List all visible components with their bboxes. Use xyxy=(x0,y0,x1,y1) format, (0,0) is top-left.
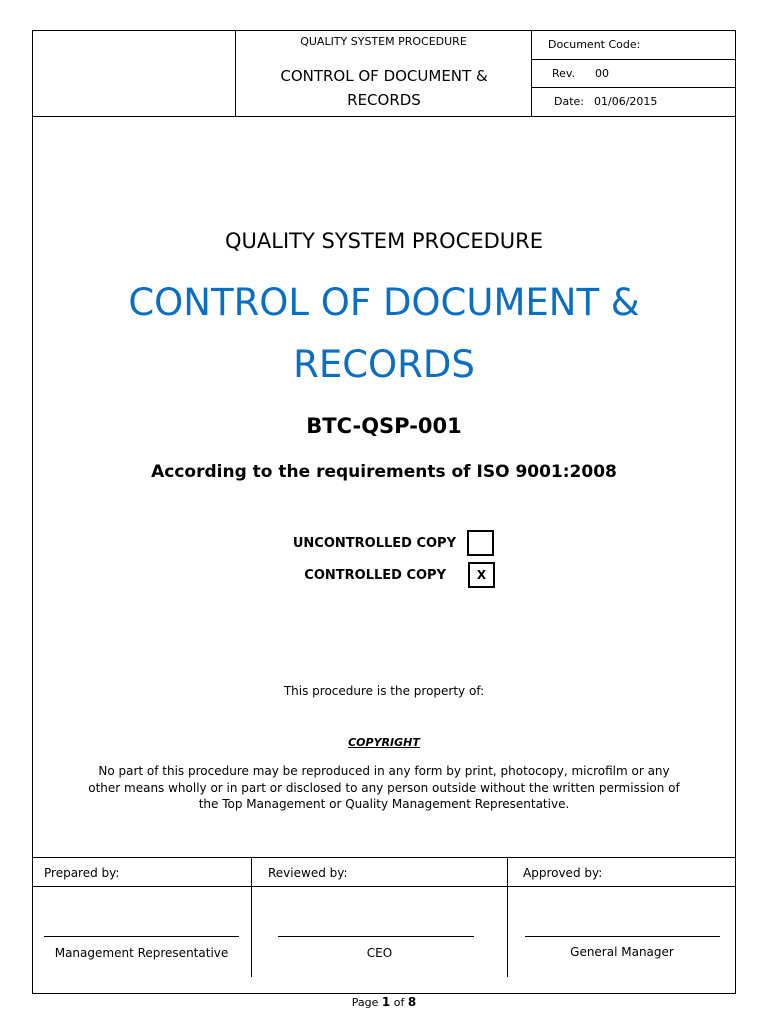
reviewed-by-label: Reviewed by: xyxy=(268,866,348,880)
header-bottom-rule xyxy=(32,116,736,117)
reviewed-signature-line xyxy=(278,936,474,937)
approved-by-label: Approved by: xyxy=(523,866,603,880)
property-statement: This procedure is the property of: xyxy=(283,684,485,698)
date-label: Date: xyxy=(554,95,584,108)
uncontrolled-copy-label: UNCONTROLLED COPY xyxy=(292,536,456,551)
prepared-signature-line xyxy=(44,936,239,937)
prepared-by-role: Management Representative xyxy=(54,946,229,960)
controlled-copy-label: CONTROLLED COPY xyxy=(304,568,446,583)
copyright-heading-wrap xyxy=(32,731,736,750)
approved-signature-line xyxy=(525,936,720,937)
iso-reference: According to the requirements of ISO 9001:2008 xyxy=(151,462,617,482)
document-number: BTC-QSP-001 xyxy=(306,414,462,438)
copyright-notice-line-3: the Top Management or Quality Management Representative. xyxy=(198,797,570,811)
page-total: 8 xyxy=(407,995,417,1009)
meta-row-rule-1 xyxy=(531,59,736,60)
document-frame xyxy=(32,30,736,994)
cover-subtitle: QUALITY SYSTEM PROCEDURE xyxy=(225,229,543,253)
revision-value: 00 xyxy=(595,67,609,80)
of-word: of xyxy=(393,996,405,1009)
signature-head-rule xyxy=(32,886,736,887)
controlled-copy-checkbox[interactable]: X xyxy=(468,562,495,588)
approved-by-role: General Manager xyxy=(570,945,674,959)
document-code-label: Document Code: xyxy=(548,38,641,51)
header-doc-title xyxy=(250,64,518,112)
date-value: 01/06/2015 xyxy=(594,95,658,108)
header-divider-right xyxy=(531,30,532,117)
reviewed-by-role: CEO xyxy=(366,946,393,960)
copyright-notice xyxy=(32,763,736,813)
prepared-by-label: Prepared by: xyxy=(44,866,120,880)
signature-top-rule xyxy=(32,857,736,858)
cover-title-line-2: RECORDS xyxy=(293,343,475,386)
copyright-notice-line-2: other means wholly or in part or disclosed to any person outside without the written permission of xyxy=(88,780,680,795)
meta-row-rule-2 xyxy=(531,87,736,88)
copyright-notice-line-1: No part of this procedure may be reproduced in any form by print, photocopy, microfilm or any xyxy=(98,764,670,778)
copyright-heading: COPYRIGHT xyxy=(348,736,420,749)
header-doc-type: QUALITY SYSTEM PROCEDURE xyxy=(300,35,467,48)
header-doc-title-text: CONTROL OF DOCUMENT & RECORDS xyxy=(280,67,488,109)
uncontrolled-copy-checkbox[interactable] xyxy=(467,530,494,556)
page-current: 1 xyxy=(381,995,391,1009)
cover-title-line-1: CONTROL OF DOCUMENT & xyxy=(128,281,640,324)
page-number xyxy=(32,995,736,1009)
page-word: Page xyxy=(351,996,379,1009)
cover-title xyxy=(32,272,736,396)
revision-label: Rev. xyxy=(552,67,576,80)
signature-divider-2 xyxy=(507,857,508,977)
